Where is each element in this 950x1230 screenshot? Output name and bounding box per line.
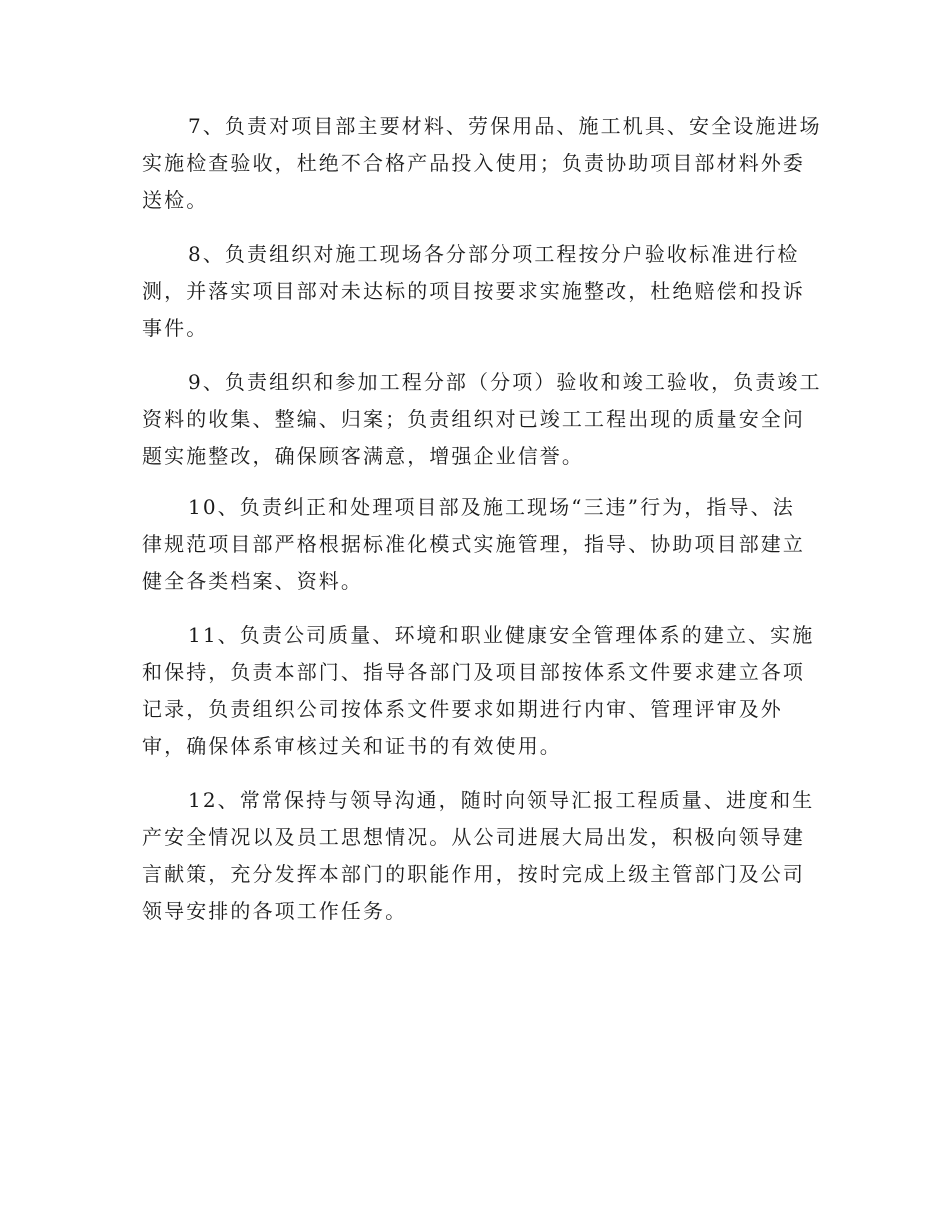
paragraph-line: 审，确保体系审核过关和证书的有效使用。 (142, 734, 562, 758)
paragraph-item-10 (142, 489, 810, 600)
paragraph-item-11 (142, 617, 815, 765)
paragraph-line: 12、常常保持与领导沟通，随时向领导汇报工程质量、进度和生 (188, 788, 815, 812)
paragraph-line: 领导安排的各项工作任务。 (142, 899, 408, 923)
paragraph-line: 实施检查验收，杜绝不合格产品投入使用；负责协助项目部材料外委 (142, 151, 805, 175)
paragraph-line: 测，并落实项目部对未达标的项目按要求实施整改，杜绝赔偿和投诉 (142, 279, 805, 303)
paragraph-line: 10、负责纠正和处理项目部及施工现场“三违”行为，指导、法 (188, 495, 795, 519)
paragraph-line: 和保持，负责本部门、指导各部门及项目部按体系文件要求建立各项 (142, 660, 805, 684)
paragraph-line: 事件。 (142, 316, 209, 340)
paragraph-line: 律规范项目部严格根据标准化模式实施管理，指导、协助项目部建立 (142, 532, 805, 556)
paragraph-line: 11、负责公司质量、环境和职业健康安全管理体系的建立、实施 (188, 623, 815, 647)
paragraph-item-9 (142, 364, 822, 475)
paragraph-item-12 (142, 782, 815, 930)
paragraph-line: 9、负责组织和参加工程分部（分项）验收和竣工验收，负责竣工 (188, 370, 822, 394)
paragraph-line: 题实施整改，确保顾客满意，增强企业信誉。 (142, 444, 584, 468)
paragraph-line: 记录，负责组织公司按体系文件要求如期进行内审、管理评审及外 (142, 697, 783, 721)
paragraph-line: 资料的收集、整编、归案；负责组织对已竣工工程出现的质量安全问 (142, 407, 805, 431)
paragraph-item-8 (142, 236, 810, 347)
paragraph-line: 8、负责组织对施工现场各分部分项工程按分户验收标准进行检 (188, 242, 800, 266)
paragraph-line: 言献策，充分发挥本部门的职能作用，按时完成上级主管部门及公司 (142, 862, 805, 886)
paragraph-line: 产安全情况以及员工思想情况。从公司进展大局出发，积极向领导建 (142, 825, 805, 849)
paragraph-line: 健全各类档案、资料。 (142, 569, 363, 593)
paragraph-line: 送检。 (142, 188, 209, 212)
paragraph-item-7 (142, 108, 822, 219)
paragraph-line: 7、负责对项目部主要材料、劳保用品、施工机具、安全设施进场 (188, 114, 822, 138)
